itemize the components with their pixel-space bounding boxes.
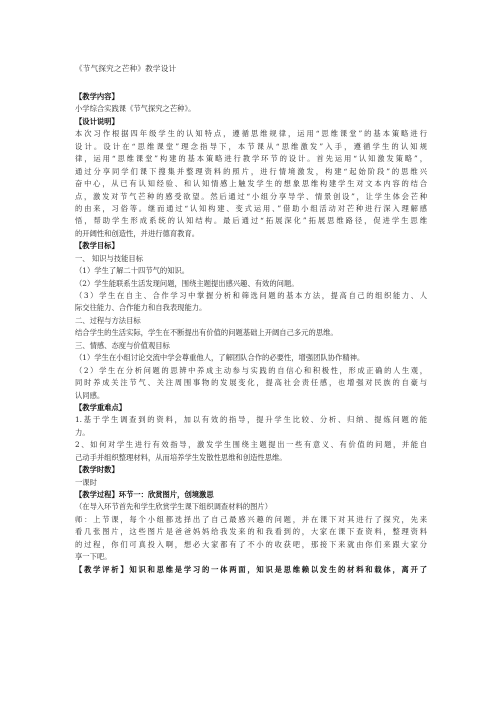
paragraph-line: 奋中心，从已有认知经验、和认知情感上触发学生的想象思维构建学生对文本内容的结合 bbox=[75, 179, 427, 189]
paragraph-line: 本次习作根据四年级学生的认知特点，遵循思维规律，运用“思维课堂”的基本策略进行 bbox=[75, 129, 427, 139]
paragraph-line: 小学综合实践课《节气探究之芒种》。 bbox=[75, 104, 196, 114]
paragraph-line: （2）学生能联系生活发现问题，围绕主题提出感兴趣、有效的问题。 bbox=[75, 278, 299, 288]
section-heading: 【教学重难点】 bbox=[75, 402, 127, 412]
paragraph-line: （1）学生在小组讨论交流中学会尊重他人，了解团队合作的必要性，增强团队协作精神。 bbox=[75, 353, 365, 363]
paragraph-line: 二、过程与方法目标 bbox=[75, 315, 141, 325]
paragraph-line: 2、如何对学生进行有效指导，激发学生围绕主题提出一些有意义、有价值的问题，并能自 bbox=[75, 440, 427, 450]
section-heading: 【设计说明】 bbox=[75, 116, 119, 126]
paragraph-line: （1）学生了解二十四节气的知识。 bbox=[75, 266, 190, 276]
paragraph-line: 通过分享同学们课下搜集并整理资料的照片，进行情境激发，构建“起始阶段”的思维兴 bbox=[75, 166, 427, 176]
paragraph-line: 际交往能力、合作能力和自我表现能力。 bbox=[75, 303, 207, 313]
paragraph-line: （3）学生在自主、合作学习中掌握分析和筛选问题的基本方法，提高自己的组织能力、人 bbox=[75, 291, 427, 300]
paragraph-line: 1.基于学生调查到的资料，加以有效的指导，提升学生比较、分析、归纳、提炼问题的能 bbox=[75, 415, 427, 425]
paragraph-line: 的由来，习俗等。继而通过“认知构建、变式运用、”借助小组活动对芒种进行深入理解感 bbox=[75, 203, 427, 213]
section-heading: 【教学评析】知识和思维是学习的一体两面，知识是思维赖以发生的材料和载体，离开了 bbox=[75, 564, 427, 574]
document-body bbox=[75, 91, 427, 576]
paragraph-line: 律，运用“思维课堂”构建的基本策略进行教学环节的设计。首先运用“认知激发策略”， bbox=[75, 154, 427, 164]
paragraph-line: 同时养成关注节气、关注周围事物的发展变化，提高社会责任感，也增强对民族的自豪与 bbox=[75, 378, 427, 388]
paragraph-line: 悟，帮助学生形成系统的认知结构。最后通过“拓展深化”拓展思维路径，促进学生思维 bbox=[75, 216, 427, 226]
paragraph-line: （2）学生在分析问题的思辨中养成主动参与实践的自信心和积极性，形成正确的人生观， bbox=[75, 365, 427, 375]
paragraph-line: 三、情感、态度与价值观目标 bbox=[75, 340, 170, 350]
paragraph-line: 看几张图片，这些图片是爸爸妈妈给我发来的和我看到的，大家在课下查资料，整理资料 bbox=[75, 527, 427, 537]
paragraph-line: 力。 bbox=[75, 427, 90, 437]
paragraph-line: 师：上节课，每个小组都选择出了自己最感兴趣的问题，并在课下对其进行了探究，先来 bbox=[75, 514, 427, 524]
paragraph-line: 的开阔性和创造性，并进行德育教育。 bbox=[75, 228, 200, 238]
paragraph-line: 点，激发对节气芒种的感受欲望。然后通过“小组分享导学、情景创设”，让学生体会芒种 bbox=[75, 191, 427, 201]
paragraph-line: 结合学生的生活实际，学生在不断提出有价值的问题基础上开阔自己多元的思维。 bbox=[75, 328, 338, 338]
paragraph-line: 享一下吧。 bbox=[75, 552, 112, 562]
paragraph-line: 一课时 bbox=[75, 477, 97, 487]
paragraph-line: （在导入环节首先和学生欣赏学生课下组织调查材料的图片） bbox=[75, 502, 273, 512]
paragraph-line: 己动手并组织整理材料，从而培养学生发散性思维和创造性思维。 bbox=[75, 452, 287, 462]
paragraph-line: 一、 知识与技能目标 bbox=[75, 253, 143, 263]
document-title: 《节气探究之芒种》教学设计 bbox=[75, 64, 177, 73]
section-heading: 【教学目标】 bbox=[75, 241, 119, 251]
section-heading: 【教学时数】 bbox=[75, 465, 119, 475]
paragraph-line: 认同感。 bbox=[75, 390, 105, 400]
paragraph-line: 设计。设计在“思维课堂”理念指导下，本节课从“思维激发”入手，遵循学生的认知规 bbox=[75, 141, 427, 151]
section-heading: 【教学过程】环节一：欣赏图片，创境激思 bbox=[75, 490, 214, 499]
section-heading: 【教学内容】 bbox=[75, 92, 119, 101]
paragraph-line: 的过程，你们可真投入啊，想必大家都有了不小的收获吧，那接下来就由你们来跟大家分 bbox=[75, 539, 427, 549]
